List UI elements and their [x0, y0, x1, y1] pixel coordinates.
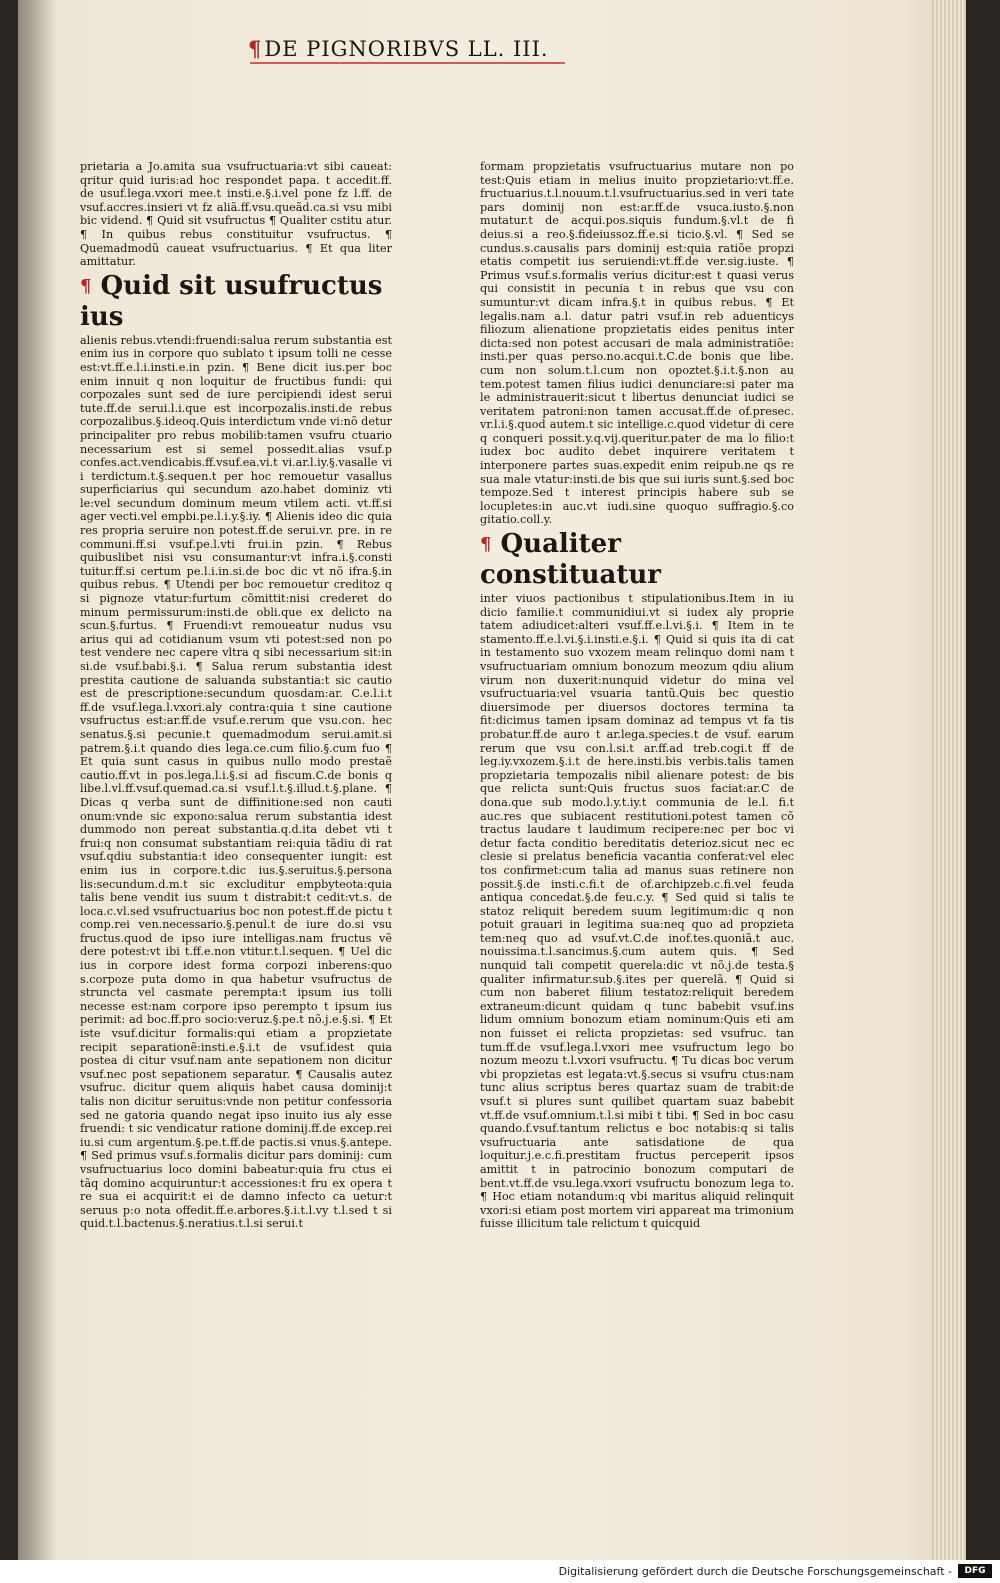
heading-rubric-mark: ¶	[480, 534, 492, 556]
book-page	[18, 0, 966, 1560]
header-title: DE PIGNORIBVS LL. III.	[264, 37, 549, 61]
funding-notice: Digitalisierung gefördert durch die Deutsche Forschungsgemeinschaft -	[558, 1565, 952, 1578]
heading-rubric-mark: ¶	[80, 275, 92, 297]
right-column	[480, 160, 794, 1295]
left-paragraph-2: alienis rebus.vtendi:fruendi:salua rerum substantia est enim ius in corpore quo sublato t ipsum tolli ne cesse est:vt.ff.e.l.i.insti.e.in pzin. ¶ Bene dicit ius.per boc enim innuit q non loquitur de fructibus fundi: qui corpozales sunt sed de iure percipiendi idest serui tute.ff.de serui.l.i.que est incorpozalis.insti.de rebus corpozalibus.§.ideoq.Quis interdictum vnde vi:nõ detur principaliter pro rebus mobilib:tamen vsufru ctuario necessarium est si semel possedit.alias vsuf.p confes.act.vendicabis.ff.vsuf.ea.vi.t vi.ar.l.iy.§.vasalle vi i terdictum.t.§.sequen.t per hoc remouetur vasallus superficiarius qui secundum azo.habet dominiz vti le:vel secundum dominum meum vtilem acti. vt.ff.si ager vecti.vel empbi.pe.l.i.y.§.iy. ¶ Alienis ideo dic quia res propria seruire non potest.ff.de serui.vr. pre. in re communi.ff.si vsuf.pe.l.vti frui.in pzin. ¶ Rebus quibuslibet nisi vsu consumantur:vt infra.i.§.consti tuitur.ff.si certum pe.l.i.in.si.de boc dic vt nõ ifra.§.in quibus rebus. ¶ Utendi per boc remouetur creditoz q si pignoze vtatur:furtum cõmittit:nisi crederet do minum permissurum:insti.de obli.que ex delicto na scun.§.furtus. ¶ Fruendi:vt remoueatur nudus vsu arius qui ad cotidianum vsum vti potest:sed non po test vendere nec capere vltra q sibi necessarium sit:in si.de vsuf.babi.§.i. ¶ Salua rerum substantia idest prestita cautione de saluanda substantia:t sic cautio est de prescriptione:secundum quosdam:ar. C.e.l.i.t ff.de vsuf.lega.l.vxori.aly contra:quia t sine cautione vsufructus est:ar.ff.de vsuf.e.rerum que vsu.con. hec senatus.§.si pecunie.t quemadmodum serui.amit.si patrem.§.i.t quando dies lega.ce.cum filio.§.cum fuo ¶ Et quia sunt casus in quibus nullo modo prestaẽ cautio.ff.vt in pos.lega.l.i.§.si ad fiscum.C.de bonis q libe.l.vl.ff.vsuf.quemad.ca.si vsuf.l.t.§.illud.t.§.plane. ¶ Dicas q verba sunt de diffinitione:sed non cauti onum:vnde sic expono:salua rerum substantia idest dummodo non pereat substantia.q.d.ita debet vti t frui:q non consumat substantiam rei:quia tãdiu di rat vsuf.qdiu substantia:t ideo consequenter iungit: est enim ius in corpore.t.dic ius.§.seruitus.§.persona lis:secundum.d.m.t sic excluditur empbyteota:quia talis bene vendit ius suum t distrabit:t cedit:vt.s. de loca.c.vl.sed vsufructuarius boc non potest.ff.de pictu t comp.rei ven.necessario.§.penul.t de iure do.si vsu fructus.quod de ipso iure intelligas.nam fructus vẽ dere potest:vt ibi t.ff.e.non vtitur.t.l.sequen. ¶ Uel dic ius in corpore idest forma corpozi inberens:quo s.corpoze puta domo in qua habetur vsufructus de struncta vel casmate perempta:t ipsum ius tolli necesse est:nam corpore ipso perempto t ipsum ius perimit: ad boc.ff.pro socio:veruz.§.pe.t nõ.j.e.§.si. ¶ Et iste vsuf.dicitur formalis:qui etiam a propzietate recipit separationẽ:insti.e.§.i.t de vsuf.idest quia postea di citur vsuf.nam ante sepationem non dicitur vsuf.nec post sepationem separatur. ¶ Causalis autez vsufruc. dicitur quem aliquis habet causa dominij:t talis non dicitur seruitus:vnde non petitur confessoria sed ne gatoria quando negat ipso inuito ius aly esse fruendi: t sic vendicatur ratione dominij.ff.de excep.rei iu.si cum argentum.§.pe.t.ff.de pactis.si vnus.§.antepe. ¶ Sed primus vsuf.s.formalis dicitur pars dominij: cum vsufructuarius loco domini babeatur:quia fru ctus ei tãq domino acquiruntur:t accessiones:t fru ex opera t re sua ei acquirit:t ei de damno infecto ca uetur:t seruus p:o nota offedit.ff.e.arbores.§.i.t.l.vy t.l.sed t si quid.t.l.bactenus.§.neratius.t.l.si serui.t	[80, 333, 392, 1231]
left-section-heading	[80, 271, 392, 332]
dfg-logo: DFG	[958, 1564, 992, 1578]
right-paragraph-2: inter viuos pactionibus t stipulationibus.Item in iu dicio familie.t communidiui.vt si iudex aly proprie tatem adiudicet:alteri vsuf.ff.e.l.vi.§.i. ¶ Item in te stamento.ff.e.l.vi.§.i.insti.e.§.i. ¶ Quid si quis ita di cat in testamento suo vxozem meam relinquo domi nam t vsufructuariam omnium bonozum meozum qdiu alium virum non duxerit:nunquid videtur do mina vel vsufructuaria:vel vsuaria tantũ.Quis bec questio diuersimode per diuersos doctores termina ta fit:dicimus tamen ipsam dominaz ad tempus vt fa tis probatur.ff.de auro t ar.lega.species.t de vsuf. earum rerum que vsu con.l.si.t ar.ff.ad treb.cogi.t ff de leg.iy.vxozem.§.i.t de here.insti.bis verbis.talis tamen propzietaria tempozalis nibil alienare potest: de bis que relicta sunt:Quis fructus suos faciat:ar.C de dona.que sub modo.l.y.t.iy.t communia de le.l. fi.t auc.res que subiacent restitutioni.potest tamen cõ tractus laudare t laudimum recipere:nec per boc vi detur facta conditio bereditatis deterioz.sicut nec ec clesie si prelatus beneficia vacantia conferat:vel elec tos confirmet:cum talia ad manus suas retinere non possit.§.de insti.c.fi.t de of.archipzeb.c.fi.vel feuda antiqua concedat.§.de feu.c.y. ¶ Sed quid si talis te statoz reliquit beredem suum legitimum:dic q non potuit grauari in legitima sua:neq quo ad propzieta tem:neq quo ad vsuf.vt.C.de inof.tes.quoniã.t auc. nouissima.t.l.sancimus.§.cum autem quis. ¶ Sed nunquid tali competit querela:dic vt nõ.j.de testa.§ qualiter infirmatur.sub.§.ites per querelã. ¶ Quid si cum non baberet filium testatoz:reliquit beredem extraneum:dicunt quidam q tunc babebit vsuf.ins lidum omnium bonozum etiam nominum:Quis eti am non fuisset ei relicta propzietas: sed vsufruc. tan tum.ff.de vsuf.lega.l.vxori mee vsufructum lego bo nozum meozu t.l.vxori vsufructu. ¶ Tu dicas boc verum vbi propzietas est legata:vt.§.secus si vsufru ctus:nam tunc alius scriptus beres quartaz suam de trabit:de vsuf.t si plures sunt quilibet quartam suaz babebit vt.ff.de vsuf.omnium.t.l.si mibi t tibi. ¶ Sed in boc casu quando.f.vsuf.tantum relictus e boc notabis:q si talis vsufructuaria ante satisdatione de qua loquitur.j.e.c.fi.prestitam fructus perceperit ipsos amittit t in patrocinio bonozum computari de bent.vt.ff.de vsu.lega.vxori vsufructu bonozum lega to. ¶ Hoc etiam notandum:q vbi maritus aliquid relinquit vxori:si etiam post mortem viri appareat ma trimonium fuisse illicitum tale relictum t quicquid	[480, 592, 794, 1231]
rubric-mark: ¶	[248, 36, 263, 61]
spine-shadow	[18, 0, 58, 1560]
page-edges	[932, 0, 966, 1560]
header-underline	[250, 62, 565, 64]
left-heading-text: Quid sit usufructus ius	[80, 270, 383, 332]
left-column	[80, 160, 392, 1290]
left-paragraph-1: prietaria a Jo.amita sua vsufructuaria:vt sibi caueat: qritur quid iuris:ad hoc respondet papa. t accedit.ff. de usuf.lega.vxori mee.t insti.e.§.i.vel pone fz l.ff. de vsuf.accres.insieri vt fz aliã.ff.vsu.queãd.ca.si vsu mibi bic vidend. ¶ Quid sit vsufructus ¶ Qualiter cstitu atur. ¶ In quibus rebus constituitur vsufructus. ¶ Quemadmodũ caueat vsufructuarius. ¶ Et qua liter amittatur.	[80, 160, 392, 269]
right-paragraph-1: formam propzietatis vsufructuarius mutare non po test:Quis etiam in melius inuito propzietario:vt.ff.e. fructuarius.t.l.nouum.t.l.vsufructuarius.sed in veri tate pars dominij non est:ar.ff.de vsuca.iusto.§.non mutatur.t de acqui.pos.siquis fundum.§.vl.t de fi deius.si a reo.§.fideiussoz.ff.e.si ticio.§.vl. ¶ Sed se cundus.s.causalis pars dominij est:quia ratiõe propzi etatis competit ius seruiendi:vt.ff.de ver.sig.iuste. ¶ Primus vsuf.s.formalis verius dicitur:est t quasi verus qui consistit in pecunia t in rebus que vsu con sumuntur:vt dicam infra.§.t in quibus rebus. ¶ Et legalis.nam a.l. datur patri vsuf.in reb aduenticys filiozum alienatione propzietatis eides penitus inter dicta:sed non potest accusari de mala administratiõe: insti.per quas perso.no.acqui.t.C.de bonis que libe. cum non solum.t.l.cum non opoztet.§.i.t.§.non au tem.potest tamen filius iudici denunciare:si pater ma le administrauerit:sicut t libertus denunciat iudici se veritatem patroni:non tamen accusat.ff.de of.presec. vr.l.i.§.quod autem.t sic intellige.c.quod videtur di cere q conqueri possit.y.q.vij.queritur.pater de ma lo filio:t iudex boc audito debet inquirere veritatem t interponere partes suas.expedit enim reipub.ne qs re sua male vtatur:insti.de bis que sui iuris sunt.§.sed boc tempoze.Sed t interest principis habere sub se locupletes:in auc.vt iudi.sine quoquo suffragio.§.co gitatio.coll.y.	[480, 160, 794, 527]
right-heading-text: Qualiter constituatur	[480, 529, 661, 591]
page-header	[248, 36, 549, 61]
footer-bar	[0, 1560, 1000, 1583]
right-section-heading	[480, 529, 794, 590]
